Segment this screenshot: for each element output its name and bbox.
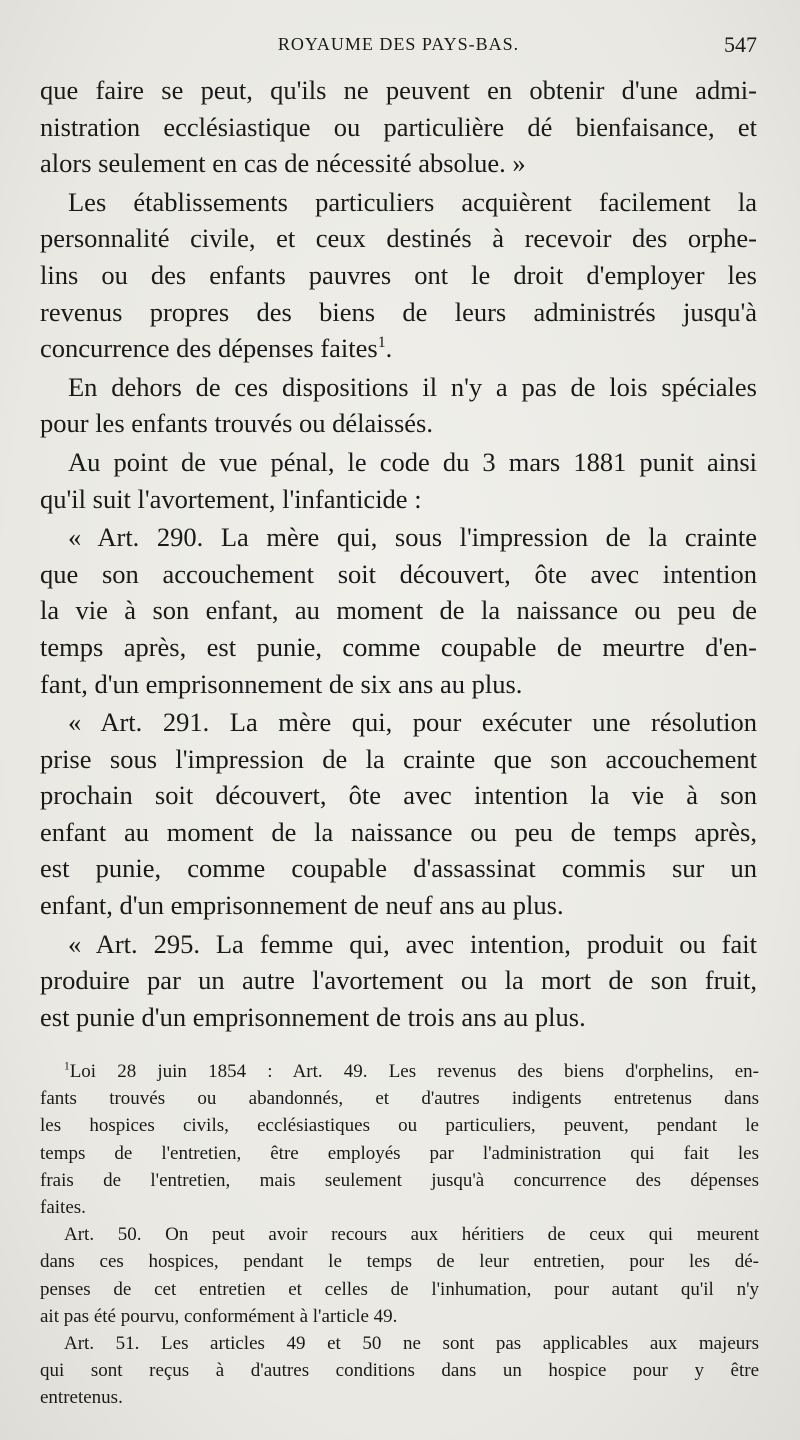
article-290-line: « Art. 290. La mère qui, sous l'impression de la crainte	[68, 522, 757, 553]
paragraph-2-last-line	[40, 330, 757, 367]
article-290-line: que son accouchement soit découvert, ôte avec intention	[40, 558, 757, 589]
article-291-line: est punie, comme coupable d'assassinat commis sur un	[40, 853, 757, 884]
article-291-line: enfant au moment de la naissance ou peu de temps après,	[40, 816, 757, 847]
article-290-line: temps après, est punie, comme coupable de meurtre d'en-	[40, 631, 757, 662]
page-number: 547	[724, 32, 757, 57]
footnote-art50-line: Art. 50. On peut avoir recours aux héritiers de ceux qui meurent	[64, 1224, 759, 1246]
footnote-1-line: les hospices civils, ecclésiastiques ou particuliers, peuvent, pendant le	[40, 1115, 759, 1137]
footnote-1-line: temps de l'entretien, être employés par l'administration qui fait les	[40, 1142, 759, 1164]
paragraph-4-line: Au point de vue pénal, le code du 3 mars 1881 punit ainsi	[68, 446, 757, 477]
footnote-art51-line: entretenus.	[40, 1387, 123, 1409]
footnote-1-line: faites.	[40, 1197, 86, 1219]
article-291-line: prochain soit découvert, ôte avec intention la vie à son	[40, 780, 757, 811]
footnote-marker: 1	[64, 1060, 70, 1073]
paragraph-4-line: qu'il suit l'avortement, l'infanticide :	[40, 483, 422, 514]
article-295-line: « Art. 295. La femme qui, avec intention, produit ou fait	[68, 928, 757, 959]
footnote-art50-line: ait pas été pourvu, conformément à l'article 49.	[40, 1305, 398, 1327]
running-head: ROYAUME DES PAYS-BAS.	[277, 34, 520, 54]
paragraph-3-line: En dehors de ces dispositions il n'y a pas de lois spéciales	[68, 371, 757, 402]
footnote-1-line: fants trouvés ou abandonnés, et d'autres indigents entretenus dans	[40, 1088, 759, 1110]
main-text	[40, 72, 757, 1035]
footnote-art51-line: qui sont reçus à d'autres conditions dans un hospice pour y être	[40, 1360, 759, 1382]
article-295-line: produire par un autre l'avortement ou la mort de son fruit,	[40, 965, 757, 996]
paragraph-1-line: alors seulement en cas de nécessité absolue. »	[40, 148, 526, 179]
paragraph-1-line: nistration ecclésiastique ou particulière dé bienfaisance, et	[40, 111, 757, 142]
footnote-art50-line: penses de cet entretien et celles de l'inhumation, pour autant qu'il n'y	[40, 1278, 759, 1300]
article-290-line: fant, d'un emprisonnement de six ans au plus.	[40, 668, 523, 699]
paragraph-1-line: que faire se peut, qu'ils ne peuvent en obtenir d'une admi-	[40, 75, 757, 105]
page-header	[40, 32, 757, 60]
paragraph-2-line: revenus propres des biens de leurs administrés jusqu'à	[40, 296, 757, 327]
footnote-art51-line: Art. 51. Les articles 49 et 50 ne sont pas applicables aux majeurs	[64, 1333, 759, 1355]
article-291-line: prise sous l'impression de la crainte que son accouchement	[40, 743, 757, 774]
article-291-line: « Art. 291. La mère qui, pour exécuter une résolution	[68, 707, 757, 738]
paragraph-3-line: pour les enfants trouvés ou délaissés.	[40, 408, 433, 439]
footnotes	[40, 1058, 759, 1412]
footnote-1-first-line	[40, 1058, 759, 1085]
article-291-line: enfant, d'un emprisonnement de neuf ans au plus.	[40, 890, 564, 921]
footnote-reference[interactable]: 1	[377, 334, 386, 352]
footnote-1-line: frais de l'entretien, mais seulement jusqu'à concurrence des dépenses	[40, 1169, 759, 1191]
footnote-1-line: Loi 28 juin 1854 : Art. 49. Les revenus des biens d'orphelins, en-	[69, 1061, 759, 1082]
article-290-line: la vie à son enfant, au moment de la naissance ou peu de	[40, 595, 757, 626]
paragraph-2-line: lins ou des enfants pauvres ont le droit d'employer les	[40, 259, 757, 290]
paragraph-2-line: concurrence des dépenses faites	[40, 333, 378, 364]
paragraph-2-tail: .	[385, 333, 393, 364]
paragraph-2-line: Les établissements particuliers acquièrent facilement la	[68, 186, 757, 217]
paragraph-2-line: personnalité civile, et ceux destinés à recevoir des orphe-	[40, 223, 757, 254]
footnote-art50-line: dans ces hospices, pendant le temps de leur entretien, pour les dé-	[40, 1251, 759, 1273]
article-295-line: est punie d'un emprisonnement de trois ans au plus.	[40, 1001, 586, 1032]
